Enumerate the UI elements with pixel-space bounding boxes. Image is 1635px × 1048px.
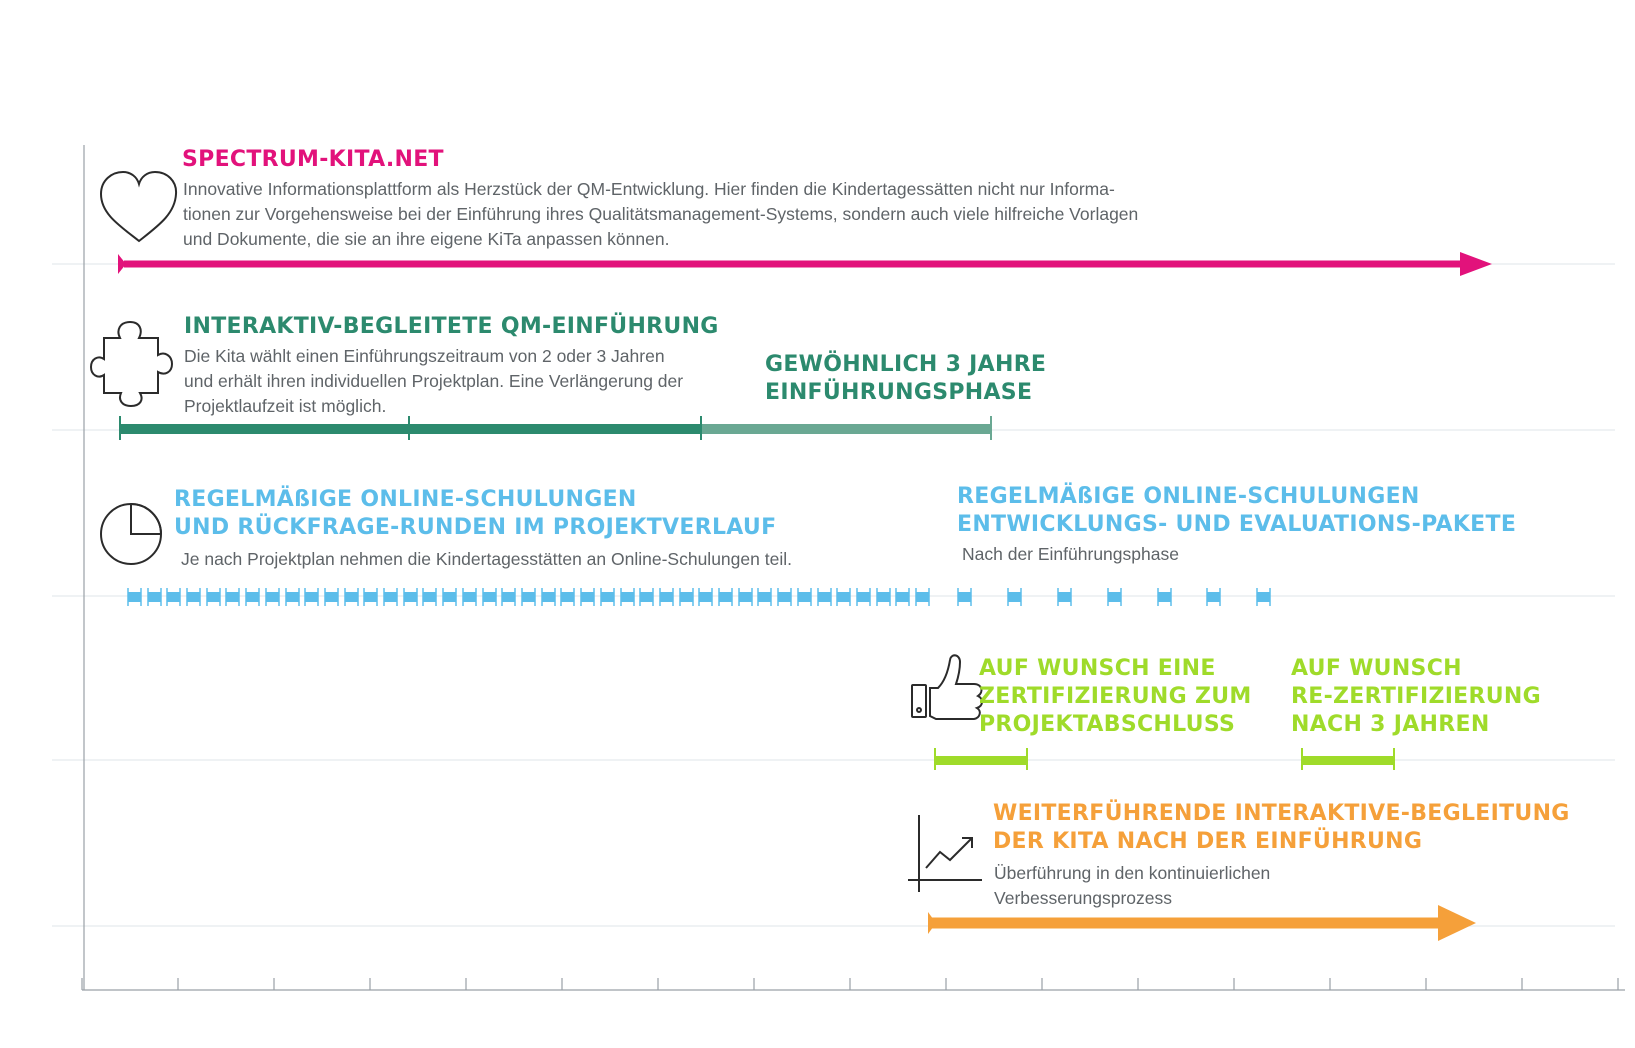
schulung-marker: [246, 592, 259, 602]
einfuehrungsphase-line: EINFÜHRUNGSPHASE: [765, 380, 1033, 405]
schulungen-title-line: REGELMÄßIGE ONLINE-SCHULUNGEN: [174, 487, 637, 512]
heart-icon: [101, 172, 176, 241]
einfuehrungsphase-line: GEWÖHNLICH 3 JAHRE: [765, 352, 1047, 377]
growth-chart-icon: [908, 815, 982, 892]
weiterfuehrend-title-line: WEITERFÜHRENDE INTERAKTIVE-BEGLEITUNG: [993, 801, 1570, 826]
schulung-marker: [266, 592, 279, 602]
spectrum-line: und Dokumente, die sie an ihre eigene KiTa anpassen können.: [183, 229, 670, 249]
interaktiv-line: Die Kita wählt einen Einführungszeitraum von 2 oder 3 Jahren: [184, 346, 665, 366]
interaktiv-title: INTERAKTIV-BEGLEITETE QM-EINFÜHRUNG: [184, 314, 719, 339]
schulung-marker: [798, 592, 811, 602]
schulung-marker: [148, 592, 161, 602]
schulung-marker: [167, 592, 180, 602]
evaluation-title-line: REGELMÄßIGE ONLINE-SCHULUNGEN: [957, 484, 1420, 509]
schulung-marker: [1008, 592, 1021, 602]
spectrum-line: Innovative Informationsplattform als Herzstück der QM-Entwicklung. Hier finden die Kindertagessätten nicht nur Informa-: [183, 179, 1115, 199]
evaluation-title: [957, 483, 1516, 539]
schulung-marker: [128, 592, 141, 602]
rezertifizierung-line: NACH 3 JAHREN: [1291, 712, 1490, 737]
schulung-marker: [916, 592, 929, 602]
schulung-marker: [857, 592, 870, 602]
schulung-marker: [758, 592, 771, 602]
schulungen-timeline: [128, 588, 1270, 606]
schulung-marker: [305, 592, 318, 602]
schulung-marker: [463, 592, 476, 602]
x-axis-ticks: [82, 978, 1618, 990]
rezertifizierung-line: RE-ZERTIFIZIERUNG: [1291, 684, 1541, 709]
spectrum-title: SPECTRUM-KITA.NET: [182, 147, 444, 172]
schulung-marker: [207, 592, 220, 602]
schulung-marker: [699, 592, 712, 602]
schulung-marker: [384, 592, 397, 602]
zertifizierung-title: [979, 655, 1252, 739]
schulung-marker: [522, 592, 535, 602]
spectrum-line: tionen zur Vorgehensweise bei der Einführung ihres Qualitätsmanagement-Systems, sondern auch viele hilfreiche Vorlagen: [183, 204, 1139, 224]
weiterfuehrend-title-line: DER KITA NACH DER EINFÜHRUNG: [993, 829, 1423, 854]
schulung-marker: [1058, 592, 1071, 602]
schulung-marker: [739, 592, 752, 602]
schulung-marker: [1257, 592, 1270, 602]
interaktiv-description: [184, 344, 683, 419]
interaktiv-line: und erhält ihren individuellen Projektplan. Eine Verlängerung der: [184, 371, 684, 391]
pie-chart-icon: [101, 504, 161, 564]
interaktiv-line: Projektlaufzeit ist möglich.: [184, 396, 387, 416]
schulungen-description: Je nach Projektplan nehmen die Kindertagesstätten an Online-Schulungen teil.: [181, 549, 792, 569]
schulung-marker: [443, 592, 456, 602]
schulung-marker: [640, 592, 653, 602]
zertifizierung-line: PROJEKTABSCHLUSS: [979, 712, 1236, 737]
evaluation-title-line: ENTWICKLUNGS- UND EVALUATIONS-PAKETE: [957, 512, 1517, 537]
zertifizierung-line: AUF WUNSCH EINE: [979, 656, 1216, 681]
schulung-marker: [187, 592, 200, 602]
interaktiv-bar: [120, 416, 991, 440]
weiterfuehrend-title: [993, 800, 1570, 856]
weiterfuehrend-description: [994, 861, 1270, 911]
schulung-marker: [483, 592, 496, 602]
schulung-marker: [423, 592, 436, 602]
schulung-marker: [778, 592, 791, 602]
schulung-marker: [1108, 592, 1121, 602]
schulung-marker: [660, 592, 673, 602]
zertifizierung-bars: [935, 748, 1394, 770]
rezertifizierung-line: AUF WUNSCH: [1291, 656, 1462, 681]
schulung-marker: [958, 592, 971, 602]
spectrum-description: [183, 177, 1138, 252]
schulung-marker: [680, 592, 693, 602]
schulung-marker: [325, 592, 338, 602]
zertifizierung-line: ZERTIFIZIERUNG ZUM: [979, 684, 1252, 709]
schulung-marker: [877, 592, 890, 602]
evaluation-description: Nach der Einführungsphase: [962, 544, 1179, 564]
schulung-marker: [837, 592, 850, 602]
schulung-marker: [1207, 592, 1220, 602]
schulung-marker: [621, 592, 634, 602]
weiterfuehrend-line: Verbesserungsprozess: [994, 888, 1173, 908]
schulung-marker: [404, 592, 417, 602]
einfuehrungsphase-title: [765, 351, 1046, 407]
thumbs-up-icon: [912, 655, 982, 719]
schulung-marker: [542, 592, 555, 602]
schulung-marker: [561, 592, 574, 602]
schulung-marker: [719, 592, 732, 602]
schulung-marker: [226, 592, 239, 602]
schulung-marker: [1158, 592, 1171, 602]
rezertifizierung-title: [1291, 655, 1541, 739]
schulung-marker: [896, 592, 909, 602]
schulung-marker: [345, 592, 358, 602]
puzzle-icon: [91, 322, 172, 406]
weiterfuehrend-line: Überführung in den kontinuierlichen: [994, 863, 1271, 883]
schulung-marker: [502, 592, 515, 602]
spectrum-arrow: [118, 252, 1492, 276]
schulung-marker: [364, 592, 377, 602]
schulung-marker: [581, 592, 594, 602]
schulung-marker: [818, 592, 831, 602]
schulung-marker: [601, 592, 614, 602]
schulungen-title-line: UND RÜCKFRAGE-RUNDEN IM PROJEKTVERLAUF: [174, 515, 777, 540]
schulung-marker: [286, 592, 299, 602]
schulungen-title: [174, 486, 776, 542]
